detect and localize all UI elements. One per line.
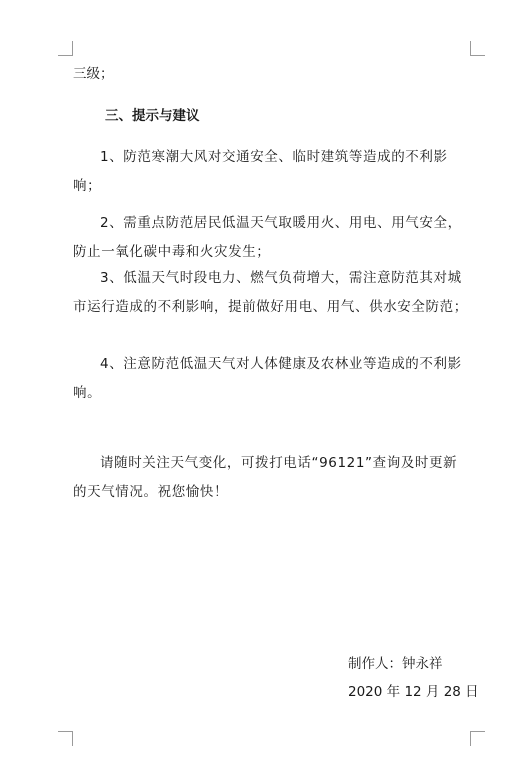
- suggestion-item-2: 2、需重点防范居民低温天气取暖用火、用电、用气安全，防止一氧化碳中毒和火灾发生；: [73, 215, 462, 260]
- corner-crop-mark: [58, 731, 73, 746]
- suggestion-item-4: 4、注意防范低温天气对人体健康及农林业等造成的不利影响。: [73, 356, 462, 401]
- document-date: 2020 年 12 月 28 日: [348, 684, 479, 700]
- continued-text: 三级；: [73, 66, 114, 82]
- author-signature: 制作人：钟永祥: [348, 656, 443, 672]
- corner-crop-mark: [58, 41, 73, 56]
- corner-crop-mark: [470, 41, 485, 56]
- suggestion-item-1: 1、防范寒潮大风对交通安全、临时建筑等造成的不利影响；: [73, 149, 448, 194]
- suggestion-item-3: 3、低温天气时段电力、燃气负荷增大，需注意防范其对城市运行造成的不利影响，提前做好用电、用气、供水安全防范；: [73, 270, 468, 315]
- section-heading: 三、提示与建议: [105, 108, 200, 124]
- closing-paragraph: 请随时关注天气变化，可拨打电话“96121”查询及时更新的天气情况。祝您愉快！: [73, 455, 458, 500]
- corner-crop-mark: [470, 731, 485, 746]
